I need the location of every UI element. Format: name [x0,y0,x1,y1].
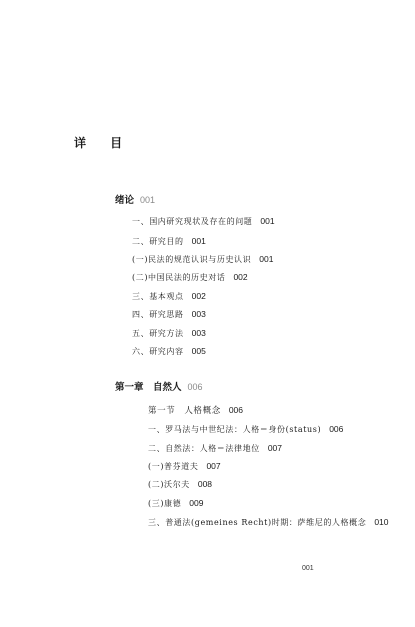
toc-entry-label: (二)沃尔夫 [148,480,190,489]
page-title: 详 目 [74,136,133,150]
toc-entry-label: 四、研究思路 [132,310,184,319]
toc-entry-label: (三)康德 [148,499,182,508]
toc-entry-page: 002 [191,291,206,301]
toc-entry-page: 007 [267,443,282,453]
section-heading-label: 第一章 自然人 [115,382,182,393]
toc-entry-section [148,405,243,417]
toc-entry-label: 一、罗马法与中世纪法：人格＝身份(status) [148,425,322,434]
section-heading-label: 绪论 [115,195,135,206]
toc-entry [132,328,206,339]
toc-entry-page: 001 [259,254,274,264]
footer-page-number: 001 [302,565,314,572]
toc-entry-page: 008 [197,479,213,489]
toc-entry [148,479,212,490]
toc-entry [132,254,273,265]
toc-entry-label: 三、普通法(gemeines Recht)时期：萨维尼的人格概念 [148,518,367,527]
toc-entry-label: (二)中国民法的历史对话 [132,273,226,282]
toc-entry-page: 002 [233,272,248,282]
toc-entry-label: 第一节 人格概念 [148,406,221,416]
toc-entry-page: 001 [191,236,206,246]
toc-entry [148,498,203,509]
toc-entry-label: 一、国内研究现状及存在的问题 [132,217,253,226]
toc-entry [148,517,389,528]
section-heading-page: 001 [140,195,156,205]
toc-entry-page: 003 [191,309,206,319]
toc-entry-page: 009 [189,498,204,508]
toc-entry [148,443,282,454]
toc-entry-label: 二、自然法：人格＝法律地位 [148,444,260,453]
section-heading-introduction [115,194,155,207]
toc-entry [132,309,206,320]
toc-entry-label: 六、研究内容 [132,347,184,356]
toc-entry-page: 006 [329,424,344,434]
section-heading-page: 006 [187,382,203,392]
toc-entry-label: (一)普芬道夫 [148,462,199,471]
toc-entry [132,291,206,302]
toc-entry [132,216,275,227]
toc-entry-label: 二、研究目的 [132,237,184,246]
toc-entry [148,424,343,435]
section-heading-chapter-one [115,381,203,394]
toc-entry-label: 五、研究方法 [132,329,184,338]
toc-entry [132,346,206,357]
toc-entry-page: 007 [206,461,221,471]
toc-entry-label: 三、基本观点 [132,292,184,301]
toc-entry-page: 006 [228,405,243,415]
toc-entry-page: 005 [191,346,206,356]
toc-entry-page: 003 [191,328,206,338]
toc-entry [148,461,221,472]
toc-entry [132,272,248,283]
toc-entry-page: 001 [260,216,275,226]
toc-entry [132,236,206,247]
toc-entry-page: 010 [374,517,389,527]
toc-entry-label: (一)民法的规范认识与历史认识 [132,255,252,264]
